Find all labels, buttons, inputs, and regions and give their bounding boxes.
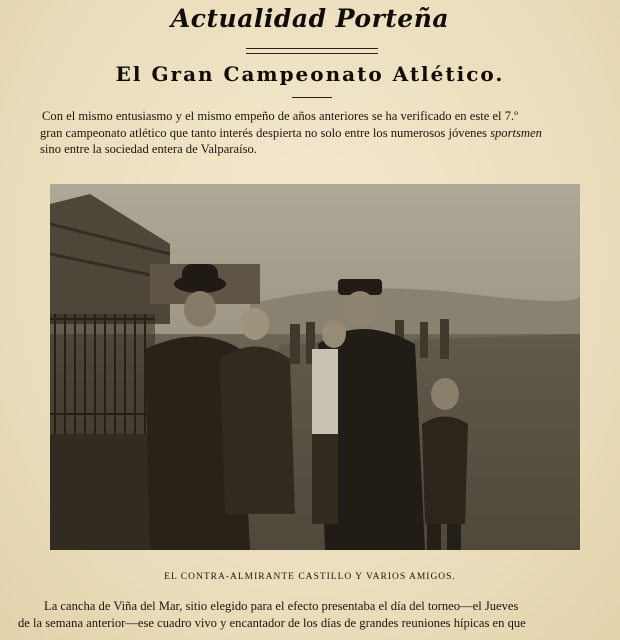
photo-caption: EL CONTRA-ALMIRANTE CASTILLO Y VARIOS AMIGOS. bbox=[164, 572, 456, 582]
section-title: Actualidad Porteña bbox=[170, 4, 450, 33]
article-intro bbox=[40, 108, 610, 158]
headline-rule bbox=[292, 97, 332, 98]
intro-line-2-wrap bbox=[40, 125, 610, 142]
photo-illustration bbox=[50, 184, 580, 550]
body-line-1: La cancha de Viña del Mar, sitio elegido para el efecto presentaba el día del torneo—el Jueves bbox=[44, 599, 519, 613]
article-body bbox=[18, 598, 612, 632]
article-photo bbox=[50, 184, 580, 550]
intro-line-3: sino entre la sociedad entera de Valparaíso. bbox=[40, 142, 257, 156]
article-headline: El Gran Campeonato Atlético. bbox=[115, 62, 505, 86]
intro-line-1: Con el mismo entusiasmo y el mismo empeño de años anteriores se ha verificado en este el 7.º bbox=[42, 109, 519, 123]
intro-emphasis: sportsmen bbox=[490, 125, 542, 140]
title-double-rule bbox=[246, 48, 378, 54]
intro-line-2: gran campeonato atlético que tanto interés despierta no solo entre los numerosos jóvenes bbox=[40, 125, 487, 140]
body-line-2: de la semana anterior—ese cuadro vivo y encantador de los días de grandes reuniones hípicas en que bbox=[18, 616, 526, 630]
